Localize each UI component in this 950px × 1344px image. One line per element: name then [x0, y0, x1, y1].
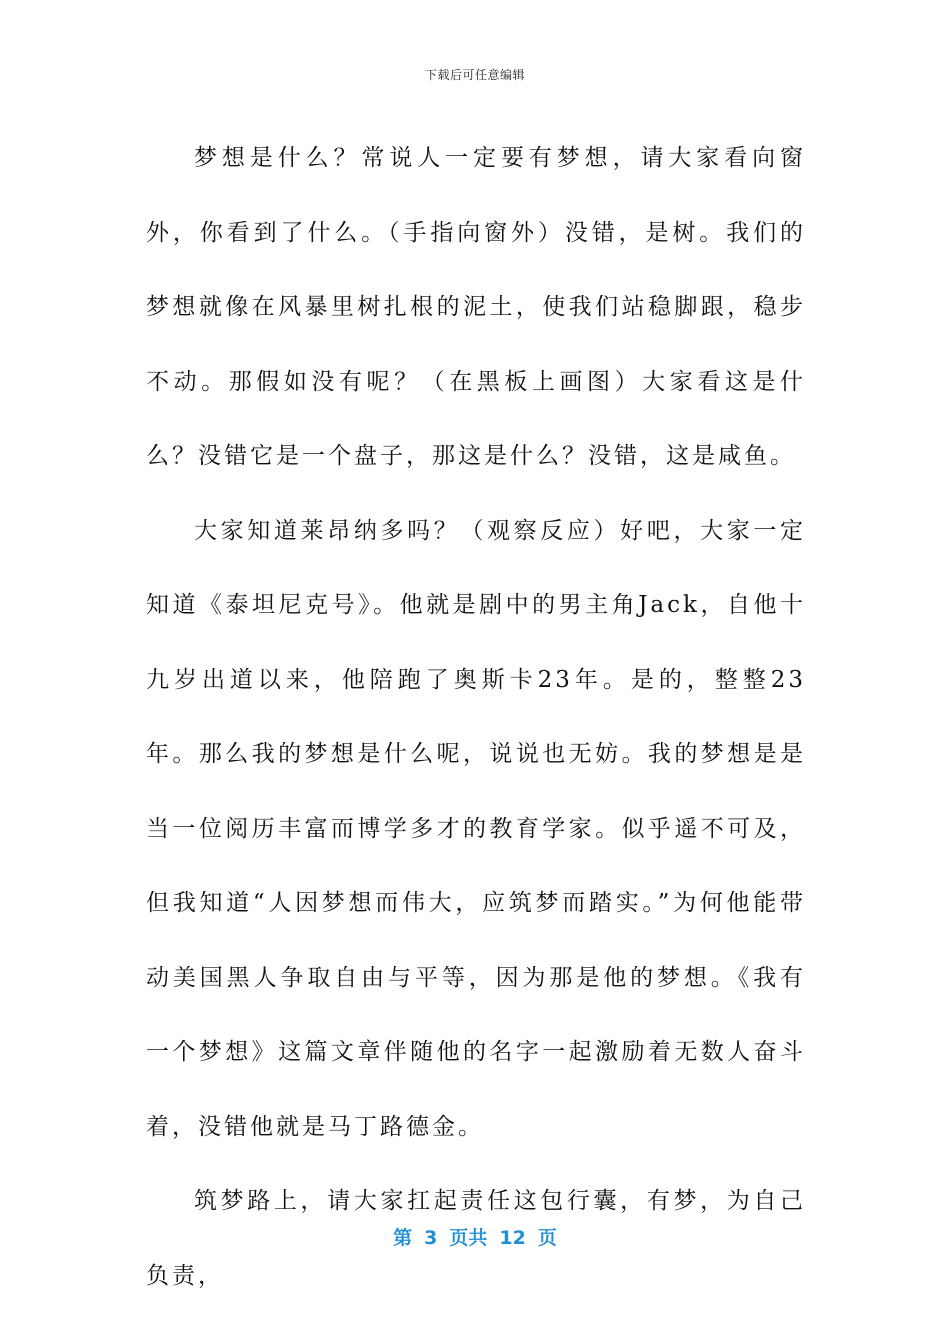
document-body	[146, 121, 806, 1313]
footer-suffix: 页	[537, 1227, 557, 1249]
paragraph-3: 筑梦路上，请大家扛起责任这包行囊，有梦，为自己负责，	[146, 1188, 806, 1289]
footer-total-pages: 12	[499, 1227, 526, 1249]
paragraph-1: 梦想是什么？常说人一定要有梦想，请大家看向窗外，你看到了什么。（手指向窗外）没错，是树。我们的梦想就像在风暴里树扎根的泥土，使我们站稳脚跟，稳步不动。那假如没有呢？（在黑板上画图）大家看这是什么？没错它是一个盘子，那这是什么？没错，这是咸鱼。	[146, 145, 806, 469]
footer-middle: 页共	[449, 1227, 488, 1249]
page-header: 下载后可任意编辑	[424, 68, 525, 82]
footer-current-page: 3	[424, 1227, 438, 1249]
footer-prefix: 第	[393, 1227, 413, 1249]
paragraph-2: 大家知道莱昂纳多吗？（观察反应）好吧，大家一定知道《泰坦尼克号》。他就是剧中的男主角Jack，自他十九岁出道以来，他陪跑了奥斯卡23年。是的，整整23年。那么我的梦想是什么呢，说说也无妨。我的梦想是是当一位阅历丰富而博学多才的教育学家。似乎遥不可及，但我知道“人因梦想而伟大，应筑梦而踏实。”为何他能带动美国黑人争取自由与平等，因为那是他的梦想。《我有一个梦想》这篇文章伴随他的名字一起激励着无数人奋斗着，没错他就是马丁路德金。	[146, 517, 806, 1140]
page-footer	[0, 1223, 950, 1250]
